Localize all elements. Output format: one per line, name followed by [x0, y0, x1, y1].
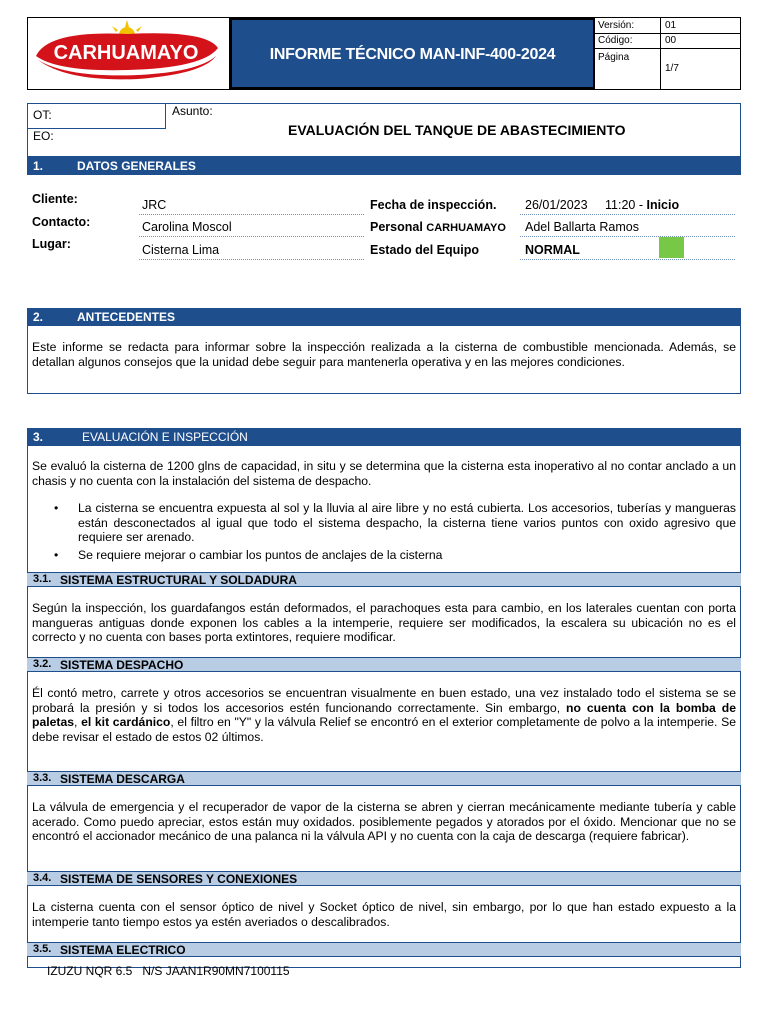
subsection-title: SISTEMA DESCARGA — [60, 772, 185, 786]
code-label: Código: — [598, 35, 633, 46]
page-footer — [47, 964, 290, 978]
subject-block — [27, 103, 741, 157]
personal-value: Adel Ballarta Ramos — [525, 220, 639, 234]
list-item: • La cisterna se encuentra expuesta al sol y la lluvia al aire libre y no está cubierta. Los accesorios, tuberías y mangueras están desconectados al igual que todo el sistema despacho, la cisterna tiene varios puntos con oxido agresivo que requiere ser arenado. — [52, 501, 736, 545]
section-evaluacion — [27, 428, 741, 446]
subsection-number: 3.2. — [33, 658, 52, 670]
personal-label: Personal CARHUAMAYO — [370, 220, 506, 234]
subsection-number: 3.3. — [33, 772, 52, 784]
subsection-descarga — [27, 771, 741, 786]
ot-field — [28, 104, 166, 129]
estado-label: Estado del Equipo — [370, 243, 480, 257]
subsection-title: SISTEMA DE SENSORES Y CONEXIONES — [60, 872, 298, 886]
list-item: • Se requiere mejorar o cambiar los puntos de anclajes de la cisterna — [52, 548, 736, 563]
evaluacion-intro: Se evaluó la cisterna de 1200 glns de capacidad, in situ y se determina que la cisterna esta inoperativo al no contar anclado a un chasis y no cuenta con la instalación del sistema de despacho. — [32, 459, 736, 488]
section-number: 3. — [33, 430, 44, 444]
cliente-value: JRC — [142, 198, 167, 212]
section-datos-generales — [27, 157, 741, 175]
cliente-label: Cliente: — [32, 192, 78, 206]
document-header — [27, 17, 741, 90]
descarga-text: La válvula de emergencia y el recuperador de vapor de la cisterna se abren y cierran mecánicamente mediante tubería y cable acerado. Como puedo apreciar, estos están muy oxidados. posiblemente pegados y atorados por el óxido. Mencionar que no se encontró el accionador mecánico de una palanca ni la válvula API y no cuenta con la caja de descarga (requiere fabricar). — [32, 800, 736, 843]
lugar-label: Lugar: — [32, 237, 71, 251]
subsection-number: 3.1. — [33, 573, 52, 585]
sensores-text: La cisterna cuenta con el sensor óptico de nivel y Socket óptico de nivel, sin embargo, por lo que han estado expuesto a la intemperie tanto tiempo estos ya estén averiados o descalibrados. — [32, 900, 736, 929]
subsection-number: 3.4. — [33, 872, 52, 884]
contacto-label: Contacto: — [32, 215, 91, 229]
code-value: 00 — [665, 35, 677, 46]
section-title: EVALUACIÓN E INSPECCIÓN — [82, 430, 248, 444]
subsection-title: SISTEMA DESPACHO — [60, 658, 184, 672]
section-antecedentes — [27, 308, 741, 326]
asunto-label: Asunto: — [172, 104, 213, 118]
estado-indicator — [659, 237, 684, 258]
evaluacion-bullets — [52, 501, 736, 565]
subsection-number: 3.5. — [33, 943, 52, 955]
antecedentes-text: Este informe se redacta para informar sobre la inspección realizada a la cisterna de combustible mencionada. Además, se detallan algunos consejos que la unidad debe seguir para mantenerla operativa y en las mejores condiciones. — [32, 340, 736, 369]
despacho-text: Él contó metro, carrete y otros accesorios se encuentran visualmente en buen estado, una vez instalado todo el sistema se se probará la presión y si todos los accesorios estén funcionando correctamente. Sin embargo, no cuenta con la bomba de paletas, el kit cardánico, el filtro en "Y" y la válvula Relief se encontró en el exterior completamente de polvo a la intemperie. Se debe revisar el estado de estos 02 últimos. — [32, 686, 737, 744]
lugar-value: Cisterna Lima — [142, 243, 220, 257]
section-number: 2. — [33, 310, 44, 324]
vehicle-model: IZUZU NQR 6.5 — [47, 964, 133, 978]
subsection-electrico — [27, 942, 741, 957]
version-label: Versión: — [598, 20, 635, 31]
subsection-despacho — [27, 657, 741, 672]
hora-value: 11:20 - Inicio — [605, 198, 680, 212]
subsection-title: SISTEMA ESTRUCTURAL Y SOLDADURA — [60, 573, 297, 587]
ot-label: OT: — [33, 108, 52, 122]
page-label: Página — [598, 52, 630, 63]
report-title: INFORME TÉCNICO MAN-INF-400-2024 — [269, 46, 556, 63]
estructural-text: Según la inspección, los guardafangos están deformados, el parachoques esta para cambio, en los laterales cuentan con porta mangueras antiguas donde exponen los cables a la intemperie, requiere ser modificados, la escalera su ubicación no es el correcto y no cuenta con bases porta extintores, requiere modificar. — [32, 601, 736, 644]
company-logo — [28, 18, 230, 89]
estado-value: NORMAL — [525, 243, 580, 257]
document-meta — [595, 18, 741, 89]
contacto-value: Carolina Moscol — [142, 220, 232, 234]
vehicle-serial: N/S JAAN1R90MN7100115 — [142, 964, 290, 978]
subsection-estructural — [27, 572, 741, 587]
section-title: DATOS GENERALES — [77, 159, 196, 173]
subject-title: EVALUACIÓN DEL TANQUE DE ABASTECIMIENTO — [288, 122, 626, 138]
section-number: 1. — [33, 159, 44, 173]
page-value: 1/7 — [665, 63, 679, 74]
fecha-label: Fecha de inspección. — [370, 198, 497, 212]
logo-icon — [28, 18, 228, 89]
subsection-sensores — [27, 871, 741, 886]
report-title-box — [230, 18, 595, 89]
eo-field — [28, 129, 166, 156]
fecha-value: 26/01/2023 — [525, 198, 588, 212]
section-title: ANTECEDENTES — [77, 310, 176, 324]
version-value: 01 — [665, 20, 677, 31]
eo-label: EO: — [33, 129, 54, 143]
svg-text:CARHUAMAYO: CARHUAMAYO — [53, 42, 199, 64]
subsection-title: SISTEMA ELECTRICO — [60, 943, 186, 957]
